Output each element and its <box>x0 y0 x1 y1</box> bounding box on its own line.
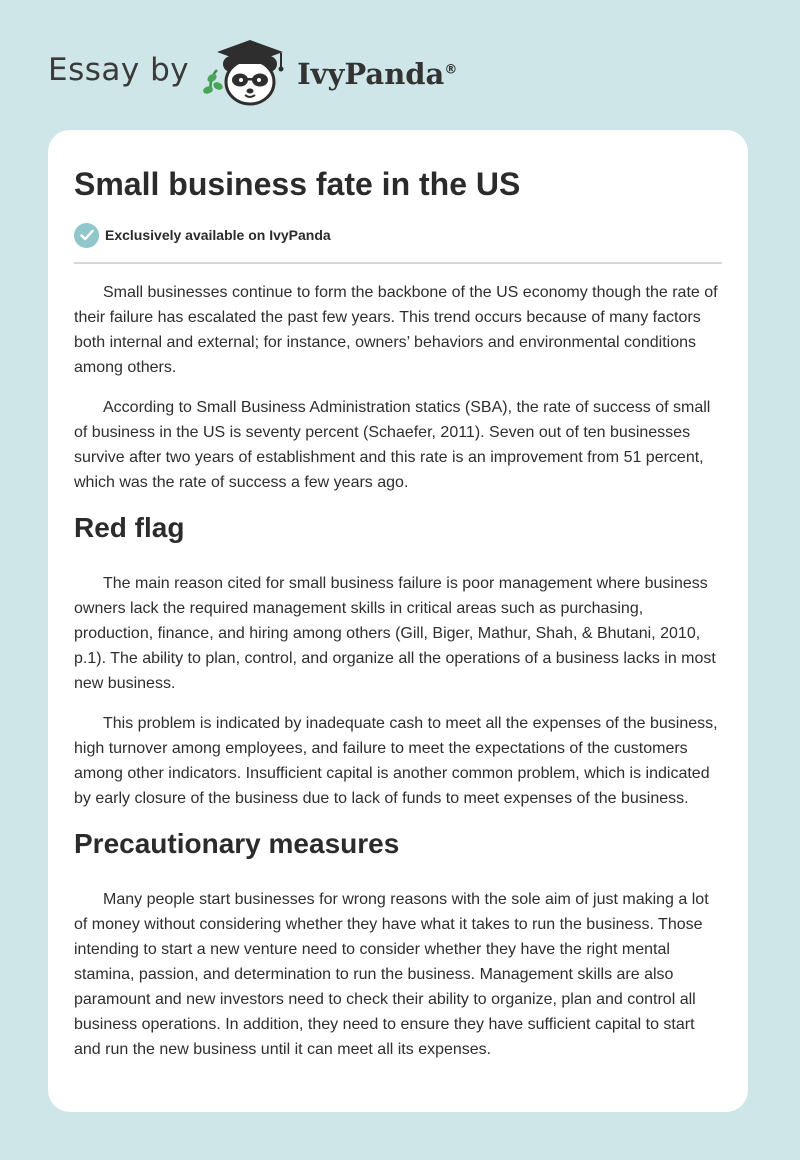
body-paragraph: This problem is indicated by inadequate cash to meet all the expenses of the business, high turnover among employees, and failure to meet the expectations of the customers among other indicators. Insufficient capital is another common problem, which is indicated by early closure of the business due to lack of funds to meet expenses of the business. <box>74 715 718 807</box>
check-circle-icon <box>74 223 99 248</box>
body-paragraph: Many people start businesses for wrong reasons with the sole aim of just making a lot of money without considering whether they have what it takes to run the business. Those intending to start a new venture need to consider whether they have the right mental stamina, passion, and determination to run the business. Management skills are also paramount and new investors need to check their ability to organize, plan and control all business operations. In addition, they need to ensure they have sufficient capital to start and run the new business until it can meet all its expenses. <box>74 891 709 1058</box>
essay-card <box>48 130 748 1112</box>
divider <box>74 262 722 264</box>
brand-name: IvyPanda® <box>297 57 458 91</box>
ivypanda-logo[interactable] <box>203 34 457 110</box>
exclusive-badge <box>74 222 722 248</box>
section-heading-precautionary-measures: Precautionary measures <box>74 828 400 859</box>
intro-paragraph: According to Small Business Administration statics (SBA), the rate of success of small of business in the US is seventy percent (Schaefer, 2011). Seven out of ten businesses survive after two years of establishment and this rate is an improvement from 51 percent, which was the rate of success a few years ago. <box>74 399 711 491</box>
body-paragraph: The main reason cited for small business failure is poor management where business owners lack the required management skills in critical areas such as purchasing, production, finance, and hiring among others (Gill, Biger, Mathur, Shah, & Bhutani, 2010, p.1). The ability to plan, control, and organize all the operations of a business lacks in most new business. <box>74 575 716 692</box>
page-title: Small business fate in the US <box>74 166 521 202</box>
essay-by-label: Essay by <box>48 52 190 88</box>
panda-graduate-icon <box>203 34 291 110</box>
badge-text: Exclusively available on IvyPanda <box>105 227 331 243</box>
intro-paragraph: Small businesses continue to form the backbone of the US economy though the rate of their failure has escalated the past few years. This trend occurs because of many factors both internal and external; for instance, owners’ behaviors and environmental conditions among others. <box>74 284 718 376</box>
site-header <box>48 34 508 110</box>
registered-mark: ® <box>444 62 458 78</box>
section-heading-red-flag: Red flag <box>74 512 185 543</box>
